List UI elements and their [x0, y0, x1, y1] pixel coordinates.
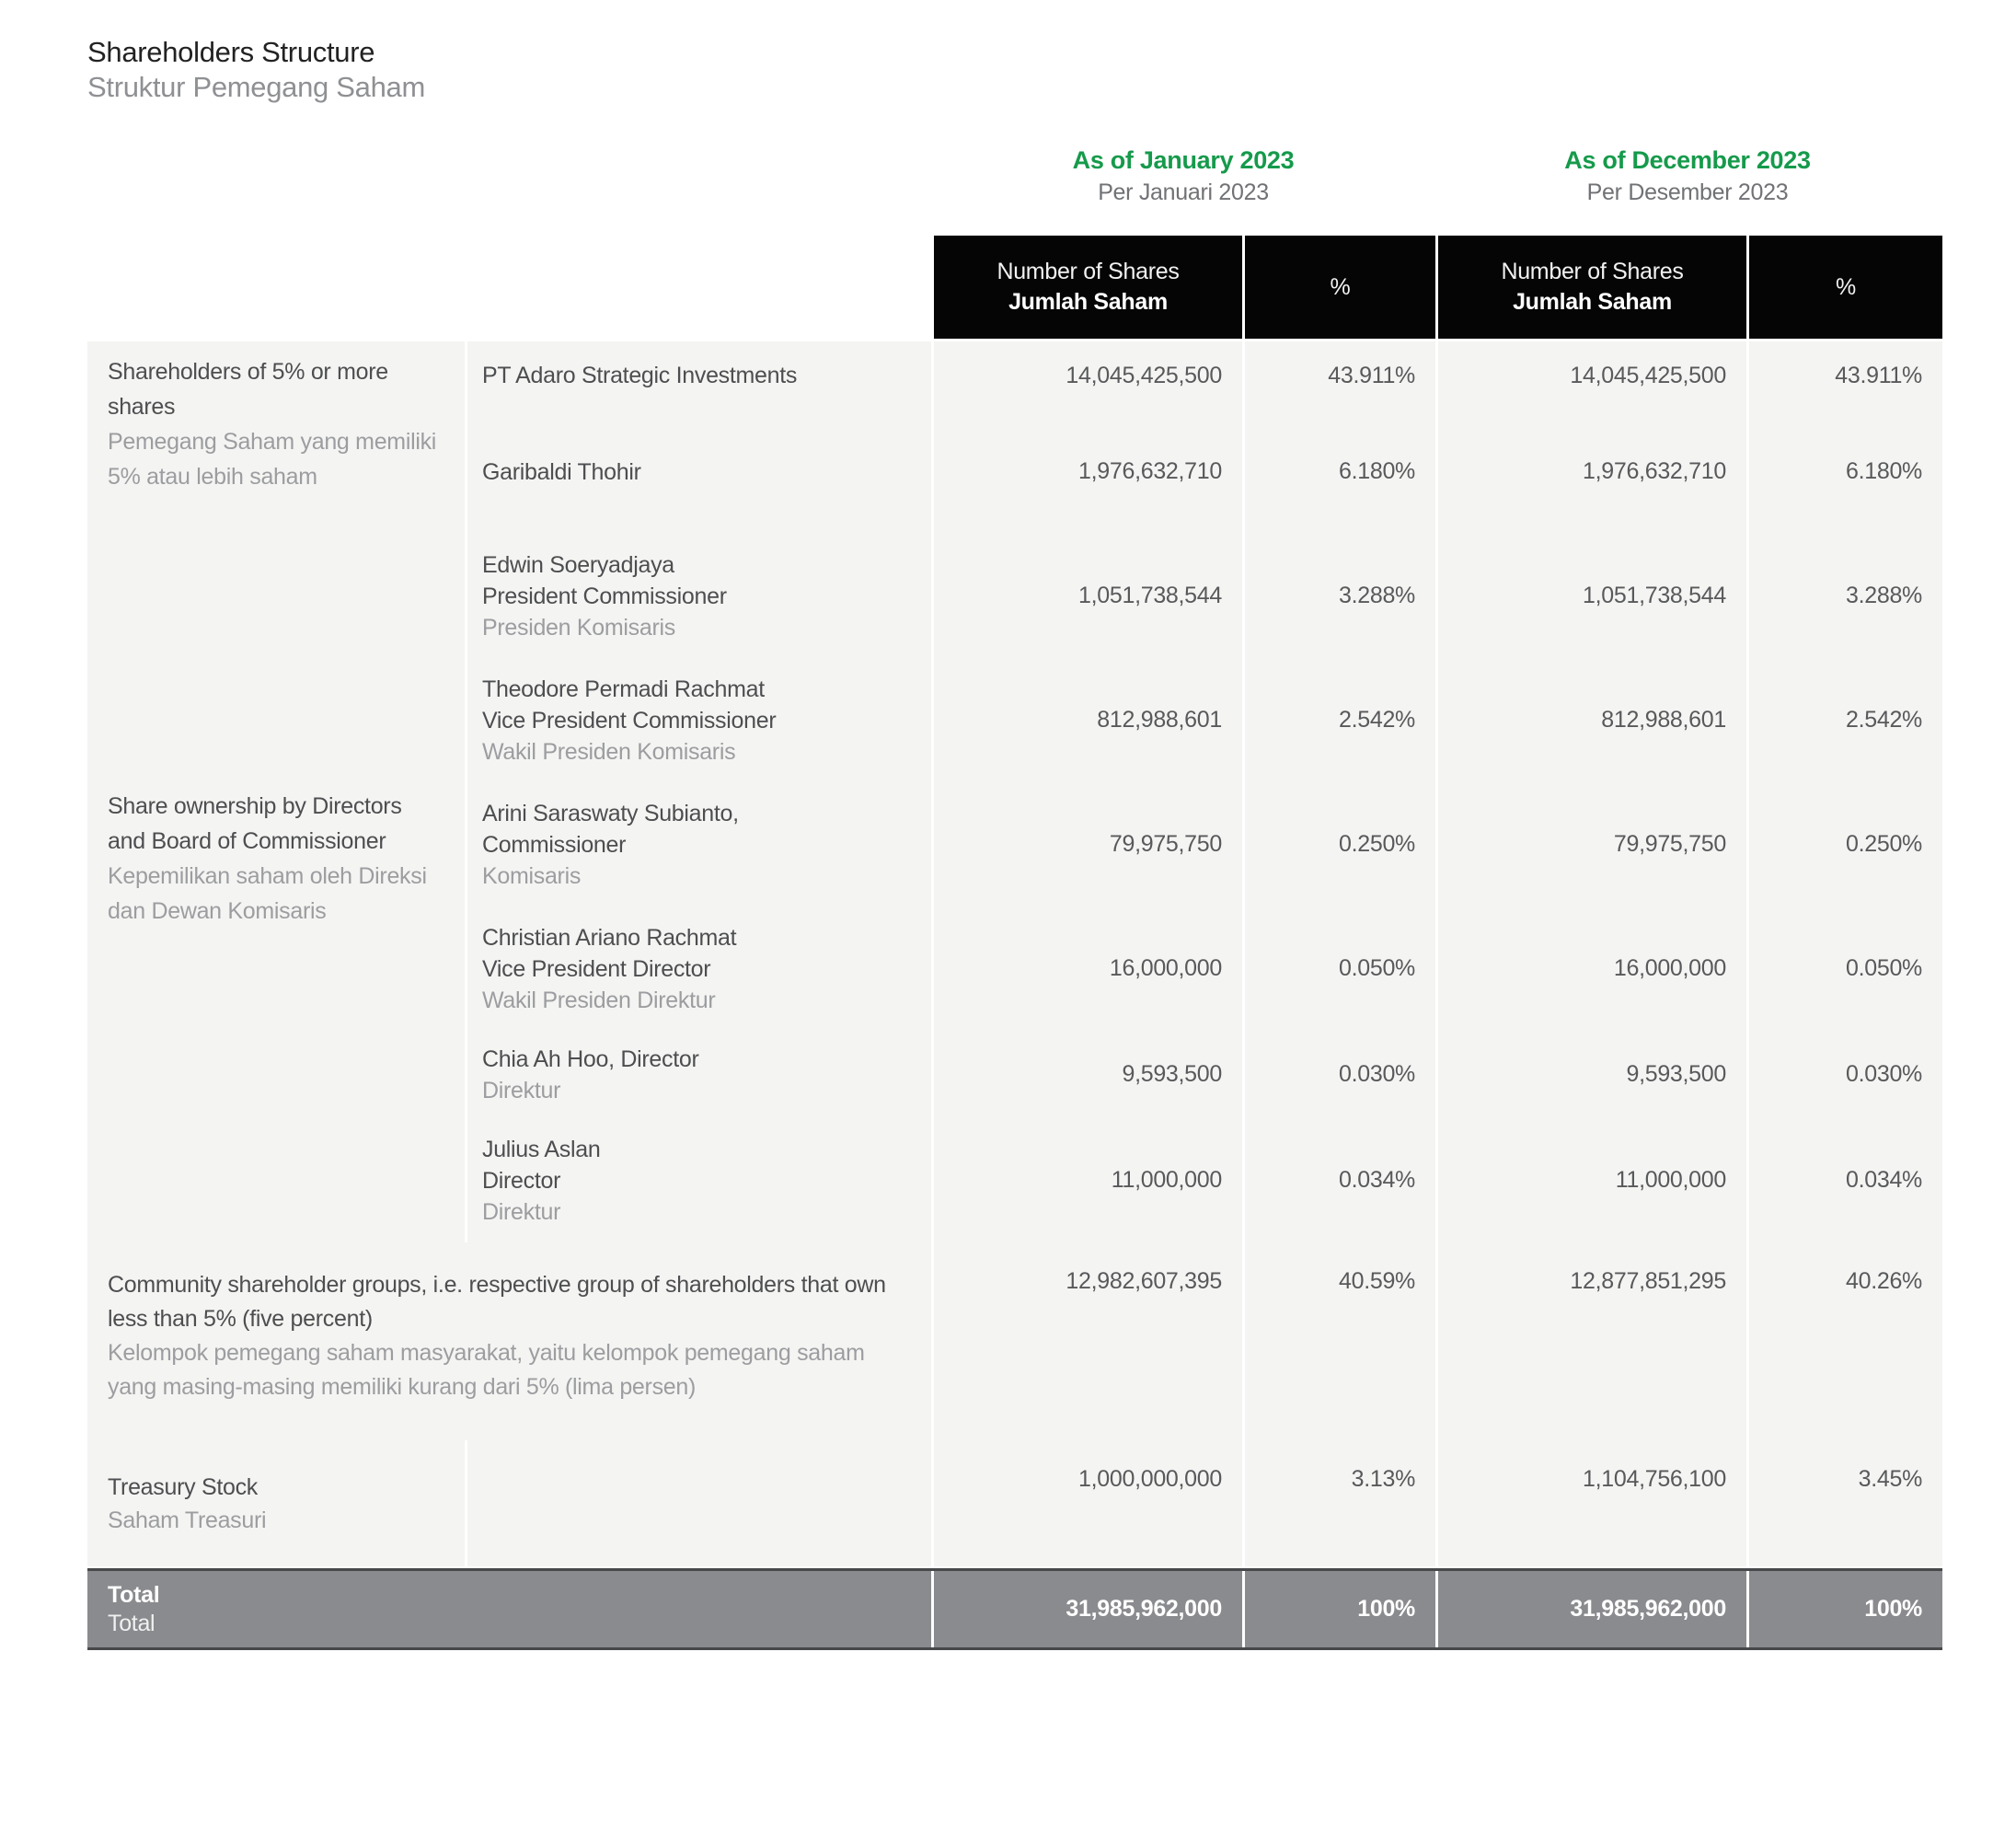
- jan-shares-cell: 14,045,425,500: [934, 341, 1242, 410]
- dec-shares-cell: 1,104,756,100: [1438, 1440, 1746, 1566]
- jan-percent-cell: 0.030%: [1245, 1031, 1435, 1118]
- period-header-row: [87, 144, 1942, 208]
- jan-shares-cell: 812,988,601: [934, 658, 1242, 782]
- category-5-percent-label-id: Pemegang Saham yang memiliki 5% atau lebih saham: [108, 429, 437, 490]
- jan-shares-cell: 79,975,750: [934, 782, 1242, 907]
- shareholder-name-cell: Theodore Permadi Rachmat Vice President Commissioner Wakil Presiden Komisaris: [467, 658, 931, 782]
- dec-percent-cell: 3.288%: [1749, 534, 1942, 658]
- category-5-percent-label-en: Shareholders of 5% or more shares: [108, 359, 388, 420]
- dec-shares-cell: 812,988,601: [1438, 658, 1746, 782]
- treasury-stock-label: Treasury Stock Saham Treasuri: [87, 1440, 465, 1566]
- dec-percent-cell: 2.542%: [1749, 658, 1942, 782]
- shareholder-name-cell: Christian Ariano Rachmat Vice President Director Wakil Presiden Direktur: [467, 907, 931, 1031]
- header-spacer-category: [87, 236, 465, 339]
- shareholder-name-cell: Garibaldi Thohir: [467, 410, 931, 534]
- total-jan-shares: 31,985,962,000: [934, 1571, 1242, 1647]
- shareholder-name-cell: Chia Ah Hoo, Director Direktur: [467, 1031, 931, 1118]
- total-jan-percent: 100%: [1245, 1571, 1435, 1647]
- header-dec-shares-id: Jumlah Saham: [1513, 289, 1672, 315]
- jan-shares-cell: 1,000,000,000: [934, 1440, 1242, 1566]
- total-row: [87, 1568, 1942, 1650]
- dec-percent-cell: 6.180%: [1749, 410, 1942, 534]
- total-label: Total Total: [87, 1571, 931, 1647]
- header-dec-shares-en: Number of Shares: [1501, 259, 1684, 284]
- jan-shares-cell: 12,982,607,395: [934, 1242, 1242, 1440]
- header-dec-percent: %: [1749, 236, 1942, 339]
- shareholder-name-cell: Edwin Soeryadjaya President Commissioner Presiden Komisaris: [467, 534, 931, 658]
- page-subtitle: Struktur Pemegang Saham: [87, 71, 426, 103]
- period-header-spacer: [87, 144, 931, 208]
- shareholders-structure-page: [87, 0, 1942, 1650]
- dec-shares-cell: 79,975,750: [1438, 782, 1746, 907]
- jan-shares-cell: 1,051,738,544: [934, 534, 1242, 658]
- dec-percent-cell: 43.911%: [1749, 341, 1942, 410]
- dec-percent-cell: 3.45%: [1749, 1440, 1942, 1566]
- shareholder-name-cell: Arini Saraswaty Subianto, Commissioner Komisaris: [467, 782, 931, 907]
- treasury-name-cell-empty: [467, 1440, 931, 1566]
- header-jan-percent: %: [1245, 236, 1435, 339]
- dec-percent-cell: 40.26%: [1749, 1242, 1942, 1440]
- category-column: [87, 341, 465, 1242]
- jan-percent-cell: 40.59%: [1245, 1242, 1435, 1440]
- jan-percent-cell: 3.288%: [1245, 534, 1435, 658]
- dec-percent-cell: 0.034%: [1749, 1118, 1942, 1242]
- jan-percent-cell: 43.911%: [1245, 341, 1435, 410]
- header-spacer-name: [467, 236, 931, 339]
- period-december-2023: [1435, 144, 1940, 208]
- dec-shares-cell: 12,877,851,295: [1438, 1242, 1746, 1440]
- page-title: Shareholders Structure: [87, 36, 375, 68]
- category-directors-label-id: Kepemilikan saham oleh Direksi dan Dewan Komisaris: [108, 863, 427, 924]
- dec-shares-cell: 16,000,000: [1438, 907, 1746, 1031]
- dec-percent-cell: 0.050%: [1749, 907, 1942, 1031]
- total-dec-percent: 100%: [1749, 1571, 1942, 1647]
- dec-shares-cell: 9,593,500: [1438, 1031, 1746, 1118]
- shareholder-name-cell: Julius Aslan Director Direktur: [467, 1118, 931, 1242]
- period-december-label-id: Per Desember 2023: [1586, 179, 1789, 205]
- jan-shares-cell: 1,976,632,710: [934, 410, 1242, 534]
- jan-shares-cell: 11,000,000: [934, 1118, 1242, 1242]
- period-january-2023: [931, 144, 1435, 208]
- total-dec-shares: 31,985,962,000: [1438, 1571, 1746, 1647]
- header-dec-shares: [1438, 236, 1746, 339]
- period-december-label-en: As of December 2023: [1564, 146, 1811, 174]
- dec-percent-cell: 0.030%: [1749, 1031, 1942, 1118]
- jan-shares-cell: 9,593,500: [934, 1031, 1242, 1118]
- column-header-band: [87, 236, 1942, 339]
- dec-shares-cell: 1,051,738,544: [1438, 534, 1746, 658]
- category-directors-label-en: Share ownership by Directors and Board of Commissioner: [108, 793, 402, 854]
- jan-percent-cell: 0.034%: [1245, 1118, 1435, 1242]
- period-january-label-id: Per Januari 2023: [1098, 179, 1269, 205]
- header-jan-shares-en: Number of Shares: [996, 259, 1180, 284]
- dec-shares-cell: 11,000,000: [1438, 1118, 1746, 1242]
- jan-percent-cell: 0.050%: [1245, 907, 1435, 1031]
- header-jan-shares-id: Jumlah Saham: [1008, 289, 1168, 315]
- jan-percent-cell: 6.180%: [1245, 410, 1435, 534]
- community-shareholders-label: Community shareholder groups, i.e. respective group of shareholders that own less than 5% (five percent) Kelompok pemegang saham masyarakat, yaitu kelompok pemegang saham yang masing-masing memiliki kurang dari 5% (lima persen): [87, 1242, 931, 1440]
- category-5-percent-or-more: [108, 354, 441, 494]
- jan-percent-cell: 0.250%: [1245, 782, 1435, 907]
- jan-percent-cell: 2.542%: [1245, 658, 1435, 782]
- dec-percent-cell: 0.250%: [1749, 782, 1942, 907]
- shareholder-name-cell: PT Adaro Strategic Investments: [467, 341, 931, 410]
- category-directors-commissioners: [108, 789, 441, 929]
- jan-shares-cell: 16,000,000: [934, 907, 1242, 1031]
- dec-shares-cell: 14,045,425,500: [1438, 341, 1746, 410]
- header-jan-shares: [934, 236, 1242, 339]
- period-january-label-en: As of January 2023: [1072, 146, 1295, 174]
- shareholders-table-body: [87, 341, 1942, 1566]
- jan-percent-cell: 3.13%: [1245, 1440, 1435, 1566]
- dec-shares-cell: 1,976,632,710: [1438, 410, 1746, 534]
